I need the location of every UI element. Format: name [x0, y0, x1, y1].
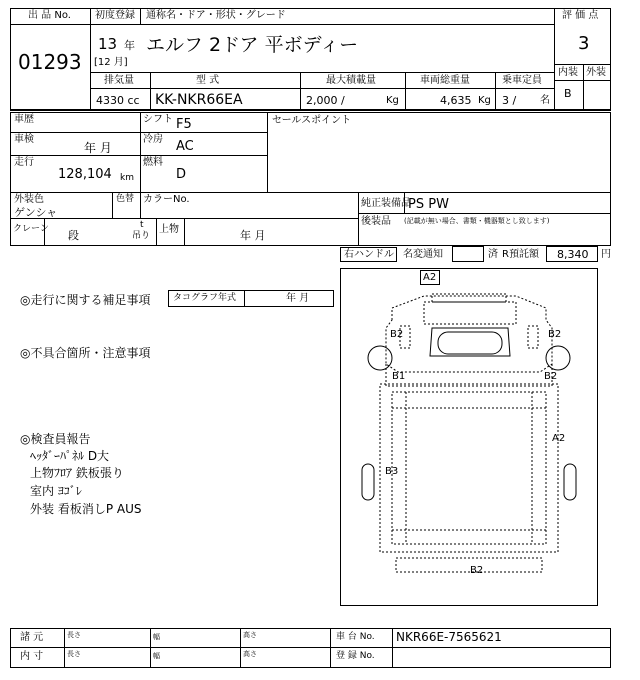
tachograph-value: 年 月 — [286, 293, 310, 304]
damage-mark: B2 — [548, 329, 562, 340]
first-reg-label: 初度登録 — [95, 10, 135, 21]
ac-label: 冷房 — [143, 134, 163, 145]
inspector-line: 上物ﾌﾛｱ 鉄板張り — [30, 466, 124, 480]
max-load-label: 最大積載量 — [326, 75, 376, 86]
tachograph-label: タコグラフ年式 — [173, 293, 237, 303]
inspector-line: 室内 ﾖｺﾞﾚ — [30, 484, 82, 498]
shift-label: シフト — [143, 114, 173, 125]
damage-mark: B1 — [392, 371, 406, 382]
factory-equipment: PS PW — [408, 197, 449, 212]
registration-label: 登 録 No. — [336, 651, 375, 661]
sales-point-label: セールスポイント — [272, 115, 352, 126]
lot-label: 出 品 No. — [28, 10, 71, 21]
capacity-label: 乗車定員 — [502, 75, 542, 86]
ext-color-label: 外装色 — [14, 194, 44, 205]
footer-table — [10, 628, 611, 668]
first-reg-year-unit: 年 — [124, 39, 135, 52]
fuel-value: D — [176, 167, 187, 182]
crane-label: クレーン — [13, 224, 49, 234]
defects-label: ◎不具合箇所・注意事項 — [20, 346, 151, 360]
crane-capacity: 吊り — [132, 231, 151, 241]
damage-mark: A2 — [552, 433, 566, 444]
first-reg-month: [12 月] — [94, 57, 128, 68]
height-label: 高さ — [243, 650, 257, 658]
steering: 右ハンドル — [344, 249, 394, 260]
interior-label: 内装 — [558, 67, 578, 78]
width-label: 幅 — [153, 652, 160, 660]
ext-color: ゲンシャ — [14, 206, 58, 219]
chassis-number: NKR66E-7565621 — [396, 630, 502, 644]
inspector-report-label: ◎検査員報告 — [20, 432, 91, 446]
name-change-label: 名変通知 — [403, 249, 443, 260]
model-code: KK-NKR66EA — [155, 92, 243, 108]
mileage-label: 走行 — [14, 157, 34, 168]
height-label: 高さ — [243, 631, 257, 639]
damage-mark: B2 — [470, 565, 484, 576]
capacity: 3 / — [502, 94, 517, 107]
exterior-label: 外装 — [586, 67, 606, 78]
yen-unit: 円 — [601, 249, 611, 260]
aftermarket-label: 後装品 — [361, 216, 391, 227]
recycle-deposit-label: R預託額 — [502, 249, 539, 260]
history-label: 車歴 — [14, 114, 34, 125]
recycle-label: 済 — [488, 249, 498, 260]
damage-mark: A2 — [423, 272, 437, 283]
model-label: 型 式 — [196, 75, 220, 86]
footer-dims-label: 内 寸 — [20, 651, 44, 662]
vehicle-name-label: 通称名・ドア・形状・グレード — [146, 10, 286, 21]
gross-weight: 4,635 — [440, 94, 472, 107]
displacement-label: 排気量 — [104, 75, 134, 86]
crane-capacity-t: t — [140, 220, 144, 230]
name-change-box — [452, 246, 484, 262]
shift-value: F5 — [176, 117, 192, 132]
lift-value: 年 月 — [240, 229, 266, 242]
length-label: 長さ — [67, 650, 81, 658]
aftermarket-note: (記載が無い場合、書類・機器類とし致します) — [404, 217, 550, 225]
color-change-label: 色替 — [116, 194, 135, 204]
inspection-value: 年 月 — [84, 141, 112, 155]
first-reg-year: 13 — [98, 35, 118, 53]
factory-equipment-label: 純正装備品 — [361, 198, 411, 209]
mileage: 128,104 — [58, 167, 112, 182]
mileage-unit: km — [120, 173, 134, 183]
gross-weight-unit: Kg — [478, 95, 491, 106]
displacement: 4330 cc — [96, 94, 140, 107]
max-load: 2,000 / — [306, 94, 345, 107]
driving-remarks-label: ◎走行に関する補足事項 — [20, 293, 151, 307]
width-label: 幅 — [153, 633, 160, 641]
vehicle-name: エルフ 2ドア 平ボディー — [146, 34, 359, 56]
damage-mark: B3 — [385, 466, 399, 477]
damage-mark: B2 — [390, 329, 404, 340]
lift-label: 上物 — [159, 224, 179, 235]
crane-stage: 段 — [68, 229, 79, 242]
max-load-unit: Kg — [386, 95, 399, 106]
score-label: 評 価 点 — [562, 10, 599, 21]
recycle-deposit: 8,340 — [557, 248, 589, 261]
score-value: 3 — [578, 33, 590, 54]
capacity-unit: 名 — [540, 95, 550, 106]
footer-specs-label: 諸 元 — [20, 632, 44, 643]
lot-number: 01293 — [18, 50, 82, 74]
gross-weight-label: 車両総重量 — [420, 75, 470, 86]
color-code-label: カラーNo. — [143, 194, 190, 205]
inspection-label: 車検 — [14, 134, 34, 145]
ac-value: AC — [176, 139, 194, 154]
inspector-line: 外装 看板消しP AUS — [30, 502, 142, 516]
damage-mark: B2 — [544, 371, 558, 382]
fuel-label: 燃料 — [143, 157, 163, 168]
interior-score: B — [564, 87, 572, 100]
chassis-label: 車 台 No. — [336, 632, 375, 642]
inspector-line: ﾍｯﾀﾞｰﾊﾟﾈﾙ D大 — [30, 449, 110, 463]
length-label: 長さ — [67, 631, 81, 639]
